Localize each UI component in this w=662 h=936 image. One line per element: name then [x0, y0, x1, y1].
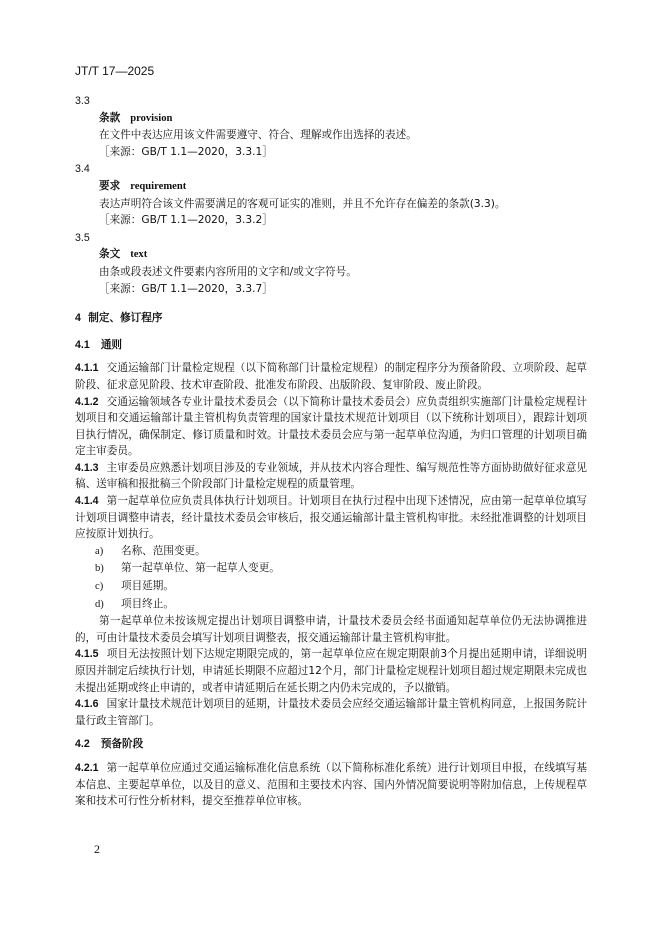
list-item: b) 第一起草单位、第一起草人变更。 — [95, 562, 280, 575]
term-english: text — [130, 249, 148, 261]
clause-4-1-1: 4.1.1 交通运输部门计量检定规程（以下简称部门计量检定规程）的制定程序分为预备阶段、立项阶段、起草阶段、征求意见阶段、技术审查阶段、批准发布阶段、出版阶段、复审阶段、废止阶段。 — [75, 362, 587, 391]
term-definition: 在文件中表达应用该文件需要遵守、符合、理解或作出选择的表述。 — [99, 129, 417, 142]
change-list — [75, 543, 587, 613]
list-item: c) 项目延期。 — [95, 580, 174, 593]
term-english: provision — [130, 112, 173, 124]
term-entry — [75, 93, 587, 160]
section-heading: 4.2 预备阶段 — [75, 738, 144, 751]
term-chinese: 条文 — [99, 248, 121, 261]
clause-4-1-4-note: 第一起草单位未按该规定提出计划项目调整申请，计量技术委员会经书面通知起草单位仍无法协调推进的，可由计量技术委员会填写计划项目调整表，报交通运输部计量主管机构审批。 — [75, 615, 587, 644]
section-title: 通则 — [100, 338, 122, 351]
section-heading: 4.1 通则 — [75, 338, 122, 351]
document-body — [75, 92, 587, 810]
clause-4-1-3: 4.1.3 主审委员应熟悉计划项目涉及的专业领域，并从技术内容合理性、编写规范性等方面协助做好征求意见稿、送审稿和报批稿三个阶段部门计量检定规程的质量管理。 — [75, 461, 587, 491]
term-entry — [75, 230, 587, 297]
term-entry — [75, 161, 587, 228]
term-english: requirement — [130, 180, 187, 192]
term-number: 3.4 — [75, 163, 90, 176]
list-item: a) 名称、范围变更。 — [95, 544, 206, 557]
document-code: JT/T 17—2025 — [75, 64, 155, 78]
term-chinese: 要求 — [99, 179, 121, 192]
clause-4-1-2: 4.1.2 交通运输领域各专业计量技术委员会（以下简称计量技术委员会）应负责组织实施部门计量检定规程计划项目和交通运输部计量主管机构负责管理的国家计量技术规范计划项目（以下统称计划项目），跟踪计划项目执行情况，确保制定、修订质量和时效。计量技术委员会应与第一起草单位沟通，为归口管理的计划项目确定主审委员。 — [75, 395, 587, 458]
term-source: ［来源：GB/T 1.1—2020，3.3.7］ — [99, 282, 273, 295]
term-number: 3.3 — [75, 95, 90, 107]
chapter-title: 制定、修订程序 — [88, 312, 163, 325]
chapter-heading: 4 制定、修订程序 — [75, 312, 163, 325]
clause-4-2-1: 4.2.1 第一起草单位应通过交通运输标准化信息系统（以下简称标准化系统）进行计划项目申报，在线填写基本信息、主要起草单位，以及目的意义、范围和主要技术内容、国内外情况简要说明等附加信息，上传规程草案和技术可行性分析材料，提交至推荐单位审核。 — [75, 761, 587, 808]
term-source: ［来源：GB/T 1.1—2020，3.3.1］ — [99, 145, 273, 158]
page-number: 2 — [94, 842, 100, 856]
term-definition: 表达声明符合该文件需要满足的客观可证实的准则，并且不允许存在偏差的条款(3.3)。 — [99, 197, 506, 210]
term-number: 3.5 — [75, 231, 90, 244]
clause-4-1-4: 4.1.4 第一起草单位应负责具体执行计划项目。计划项目在执行过程中出现下述情况，应由第一起草单位填写计划项目调整申请表，经计量技术委员会审核后，报交通运输部计量主管机构审批。未经批准调整的计划项目应按原计划执行。 — [75, 495, 587, 541]
term-definition: 由条或段表述文件要素内容所用的文字和/或文字符号。 — [99, 265, 357, 278]
term-source: ［来源：GB/T 1.1—2020，3.3.2］ — [99, 214, 273, 227]
clause-4-1-5: 4.1.5 项目无法按照计划下达规定期限完成的，第一起草单位应在规定期限前3个月提出延期申请，详细说明原因并制定后续执行计划，申请延长期限不应超过12个月，部门计量检定规程计划项目超过规定期限未完成也未提出延期或终止申请的，或者申请延期后在延长期之内仍未完成的，予以撤销。 — [75, 648, 587, 694]
list-item: d) 项目终止。 — [95, 597, 174, 610]
term-chinese: 条款 — [99, 111, 121, 124]
clause-4-1-6: 4.1.6 国家计量技术规范计划项目的延期，计量技术委员会应经交通运输部计量主管机构同意，上报国务院计量行政主管部门。 — [75, 698, 587, 727]
section-title: 预备阶段 — [100, 738, 144, 751]
